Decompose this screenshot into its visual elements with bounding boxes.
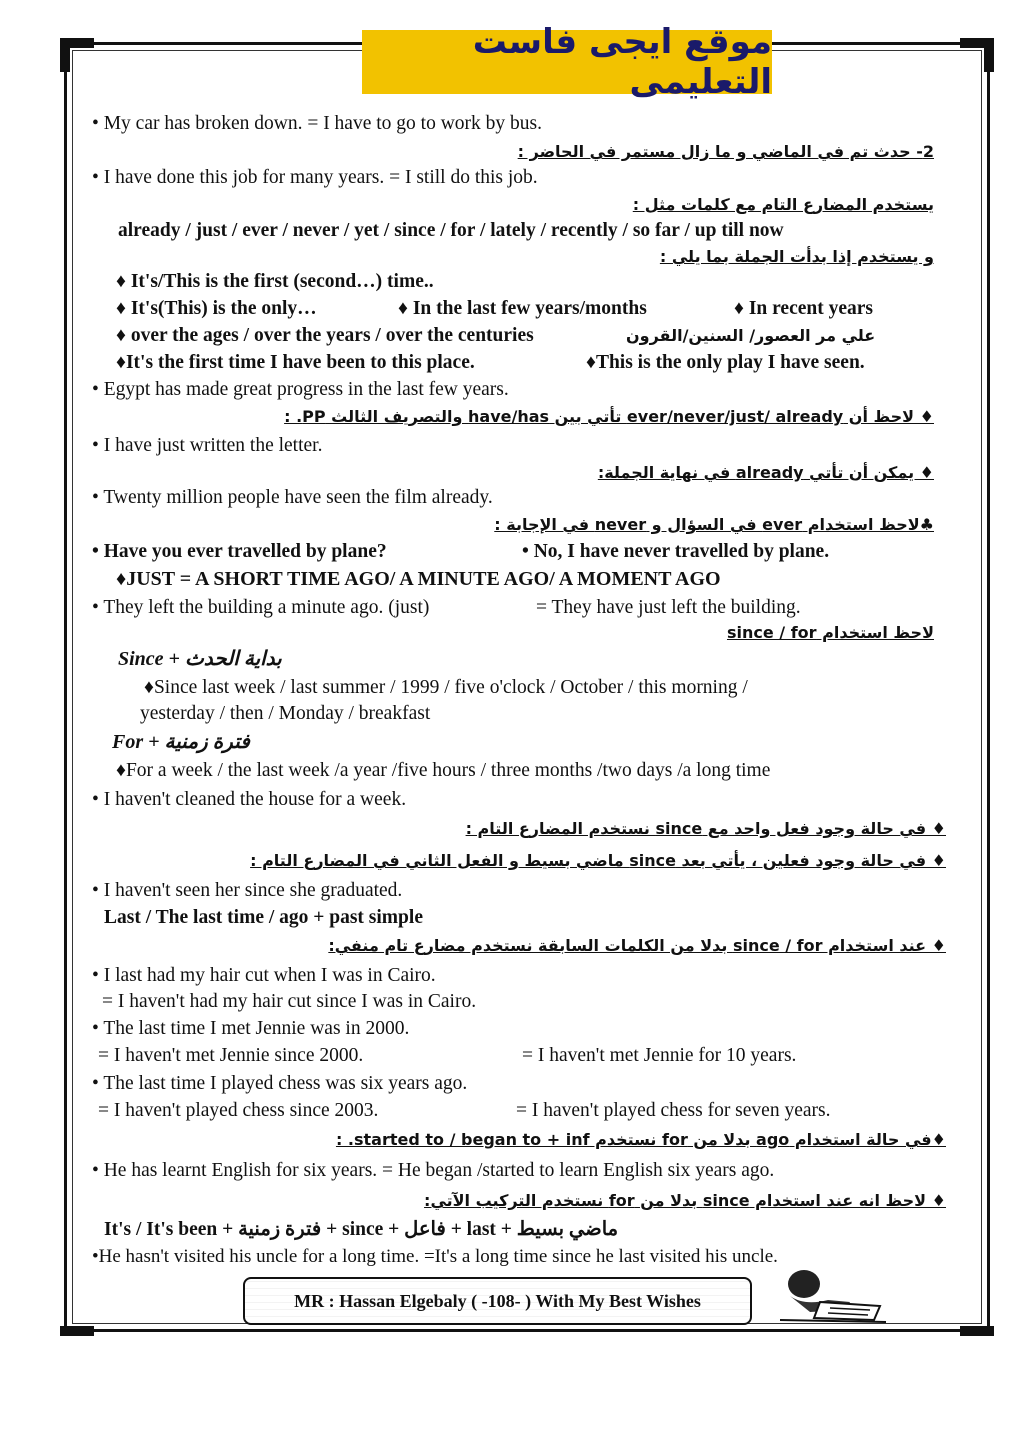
rule-heading: ♦ عند استخدام since / for بدلا من الكلمات السابقة نستخدم مضارع تام منفي: xyxy=(328,936,946,955)
site-banner xyxy=(362,22,772,102)
rule-heading: ♦ في حالة وجود فعلين ، يأتي بعد since ماضي بسيط و الفعل الثاني في المضارع التام : xyxy=(250,851,946,870)
section-heading: For + فترة زمنية xyxy=(112,731,250,753)
corner-ornament xyxy=(60,1326,94,1336)
example-line: ♦For a week / the last week /a year /five hours / three months /two days /a long time xyxy=(116,760,771,781)
rule-heading: يستخدم المضارع التام مع كلمات مثل : xyxy=(632,195,934,214)
example-line: • They left the building a minute ago. (just) xyxy=(92,597,430,618)
footer-text: MR : Hassan Elgebaly ( -108- ) With My Best Wishes xyxy=(294,1290,701,1311)
example-line: • No, I have never travelled by plane. xyxy=(522,541,830,562)
example-line: yesterday / then / Monday / breakfast xyxy=(140,703,431,724)
rule-item: ♦ In the last few years/months xyxy=(398,298,647,319)
example-line: ♦This is the only play I have seen. xyxy=(586,352,865,373)
rule-heading: 2- حدث تم في الماضي و ما زال مستمر في الحاضر : xyxy=(517,142,934,161)
example-line: • I have done this job for many years. = I still do this job. xyxy=(92,167,538,188)
rule-heading: ♦ يمكن أن تأتي already في نهاية الجملة: xyxy=(597,463,934,482)
example-line: • The last time I played chess was six years ago. xyxy=(92,1073,468,1094)
rule-item: Last / The last time / ago + past simple xyxy=(104,907,423,928)
example-line: • I last had my hair cut when I was in Cairo. xyxy=(92,965,436,986)
example-line: •He hasn't visited his uncle for a long time. =It's a long time since he last visited his uncle. xyxy=(92,1246,778,1267)
corner-ornament xyxy=(984,38,994,72)
rule-item: ♦JUST = A SHORT TIME AGO/ A MINUTE AGO/ A MOMENT AGO xyxy=(116,568,721,590)
example-line: ♦Since last week / last summer / 1999 / five o'clock / October / this morning / xyxy=(144,677,748,698)
arabic-translation: علي مر العصور/ السنين/القرون xyxy=(626,326,876,345)
example-line: • Egypt has made great progress in the last few years. xyxy=(92,379,509,400)
rule-heading: ♣لاحظ استخدام ever في السؤال و never في الإجابة : xyxy=(494,515,934,534)
rule-item: ♦ over the ages / over the years / over the centuries xyxy=(116,325,534,346)
rule-heading: لاحظ استخدام since / for xyxy=(726,623,934,642)
example-line: • I haven't cleaned the house for a week. xyxy=(92,789,407,810)
banner-title: موقع ايجى فاست التعليمى xyxy=(472,22,772,102)
rule-heading: ♦ لاحظ انه عند استخدام since بدلا من for نستخدم التركيب الآتي: xyxy=(424,1191,946,1210)
example-line: • He has learnt English for six years. = He began /started to learn English six years ago. xyxy=(92,1160,775,1181)
rule-item: ♦ It's/This is the first (second…) time.. xyxy=(116,271,434,292)
example-line: • I haven't seen her since she graduated. xyxy=(92,880,403,901)
rule-heading: ♦في حالة استخدام ago بدلا من for نستخدم started to / began to + inf. : xyxy=(335,1130,946,1149)
rule-heading: و يستخدم إذا بدأت الجملة بما يلي : xyxy=(659,247,934,266)
example-line: = They have just left the building. xyxy=(536,597,801,618)
rule-heading: ♦ لاحظ أن ever/never/just/ already تأتي بين have/has والتصريف الثالث PP. : xyxy=(284,407,934,426)
example-line: = I haven't met Jennie since 2000. xyxy=(98,1045,364,1066)
example-line: • Have you ever travelled by plane? xyxy=(92,541,387,562)
rule-heading: ♦ في حالة وجود فعل واحد مع since نستخدم المضارع التام : xyxy=(465,819,946,838)
example-line: • My car has broken down. = I have to go to work by bus. xyxy=(92,113,542,134)
example-line: = I haven't played chess for seven years. xyxy=(516,1100,831,1121)
keyword-list: already / just / ever / never / yet / since / for / lately / recently / so far / up till now xyxy=(118,220,784,241)
example-line: ♦It's the first time I have been to this place. xyxy=(116,352,475,373)
corner-ornament xyxy=(60,38,70,72)
footer-signature-box xyxy=(243,1277,752,1325)
example-line: = I haven't had my hair cut since I was in Cairo. xyxy=(102,991,477,1012)
reader-clipart-icon xyxy=(770,1262,890,1326)
example-line: = I haven't played chess since 2003. xyxy=(98,1100,379,1121)
example-line: • I have just written the letter. xyxy=(92,435,323,456)
corner-ornament xyxy=(960,1326,994,1336)
rule-item: ♦ In recent years xyxy=(734,298,874,319)
rule-item: ♦ It's(This) is the only… xyxy=(116,298,317,319)
example-line: • The last time I met Jennie was in 2000. xyxy=(92,1018,410,1039)
section-heading: Since + بداية الحدث xyxy=(118,648,282,670)
example-line: • Twenty million people have seen the film already. xyxy=(92,487,493,508)
example-line: = I haven't met Jennie for 10 years. xyxy=(522,1045,797,1066)
rule-item: It's / It's been + فترة زمنية + since + فاعل + last + ماضي بسيط xyxy=(104,1219,619,1240)
